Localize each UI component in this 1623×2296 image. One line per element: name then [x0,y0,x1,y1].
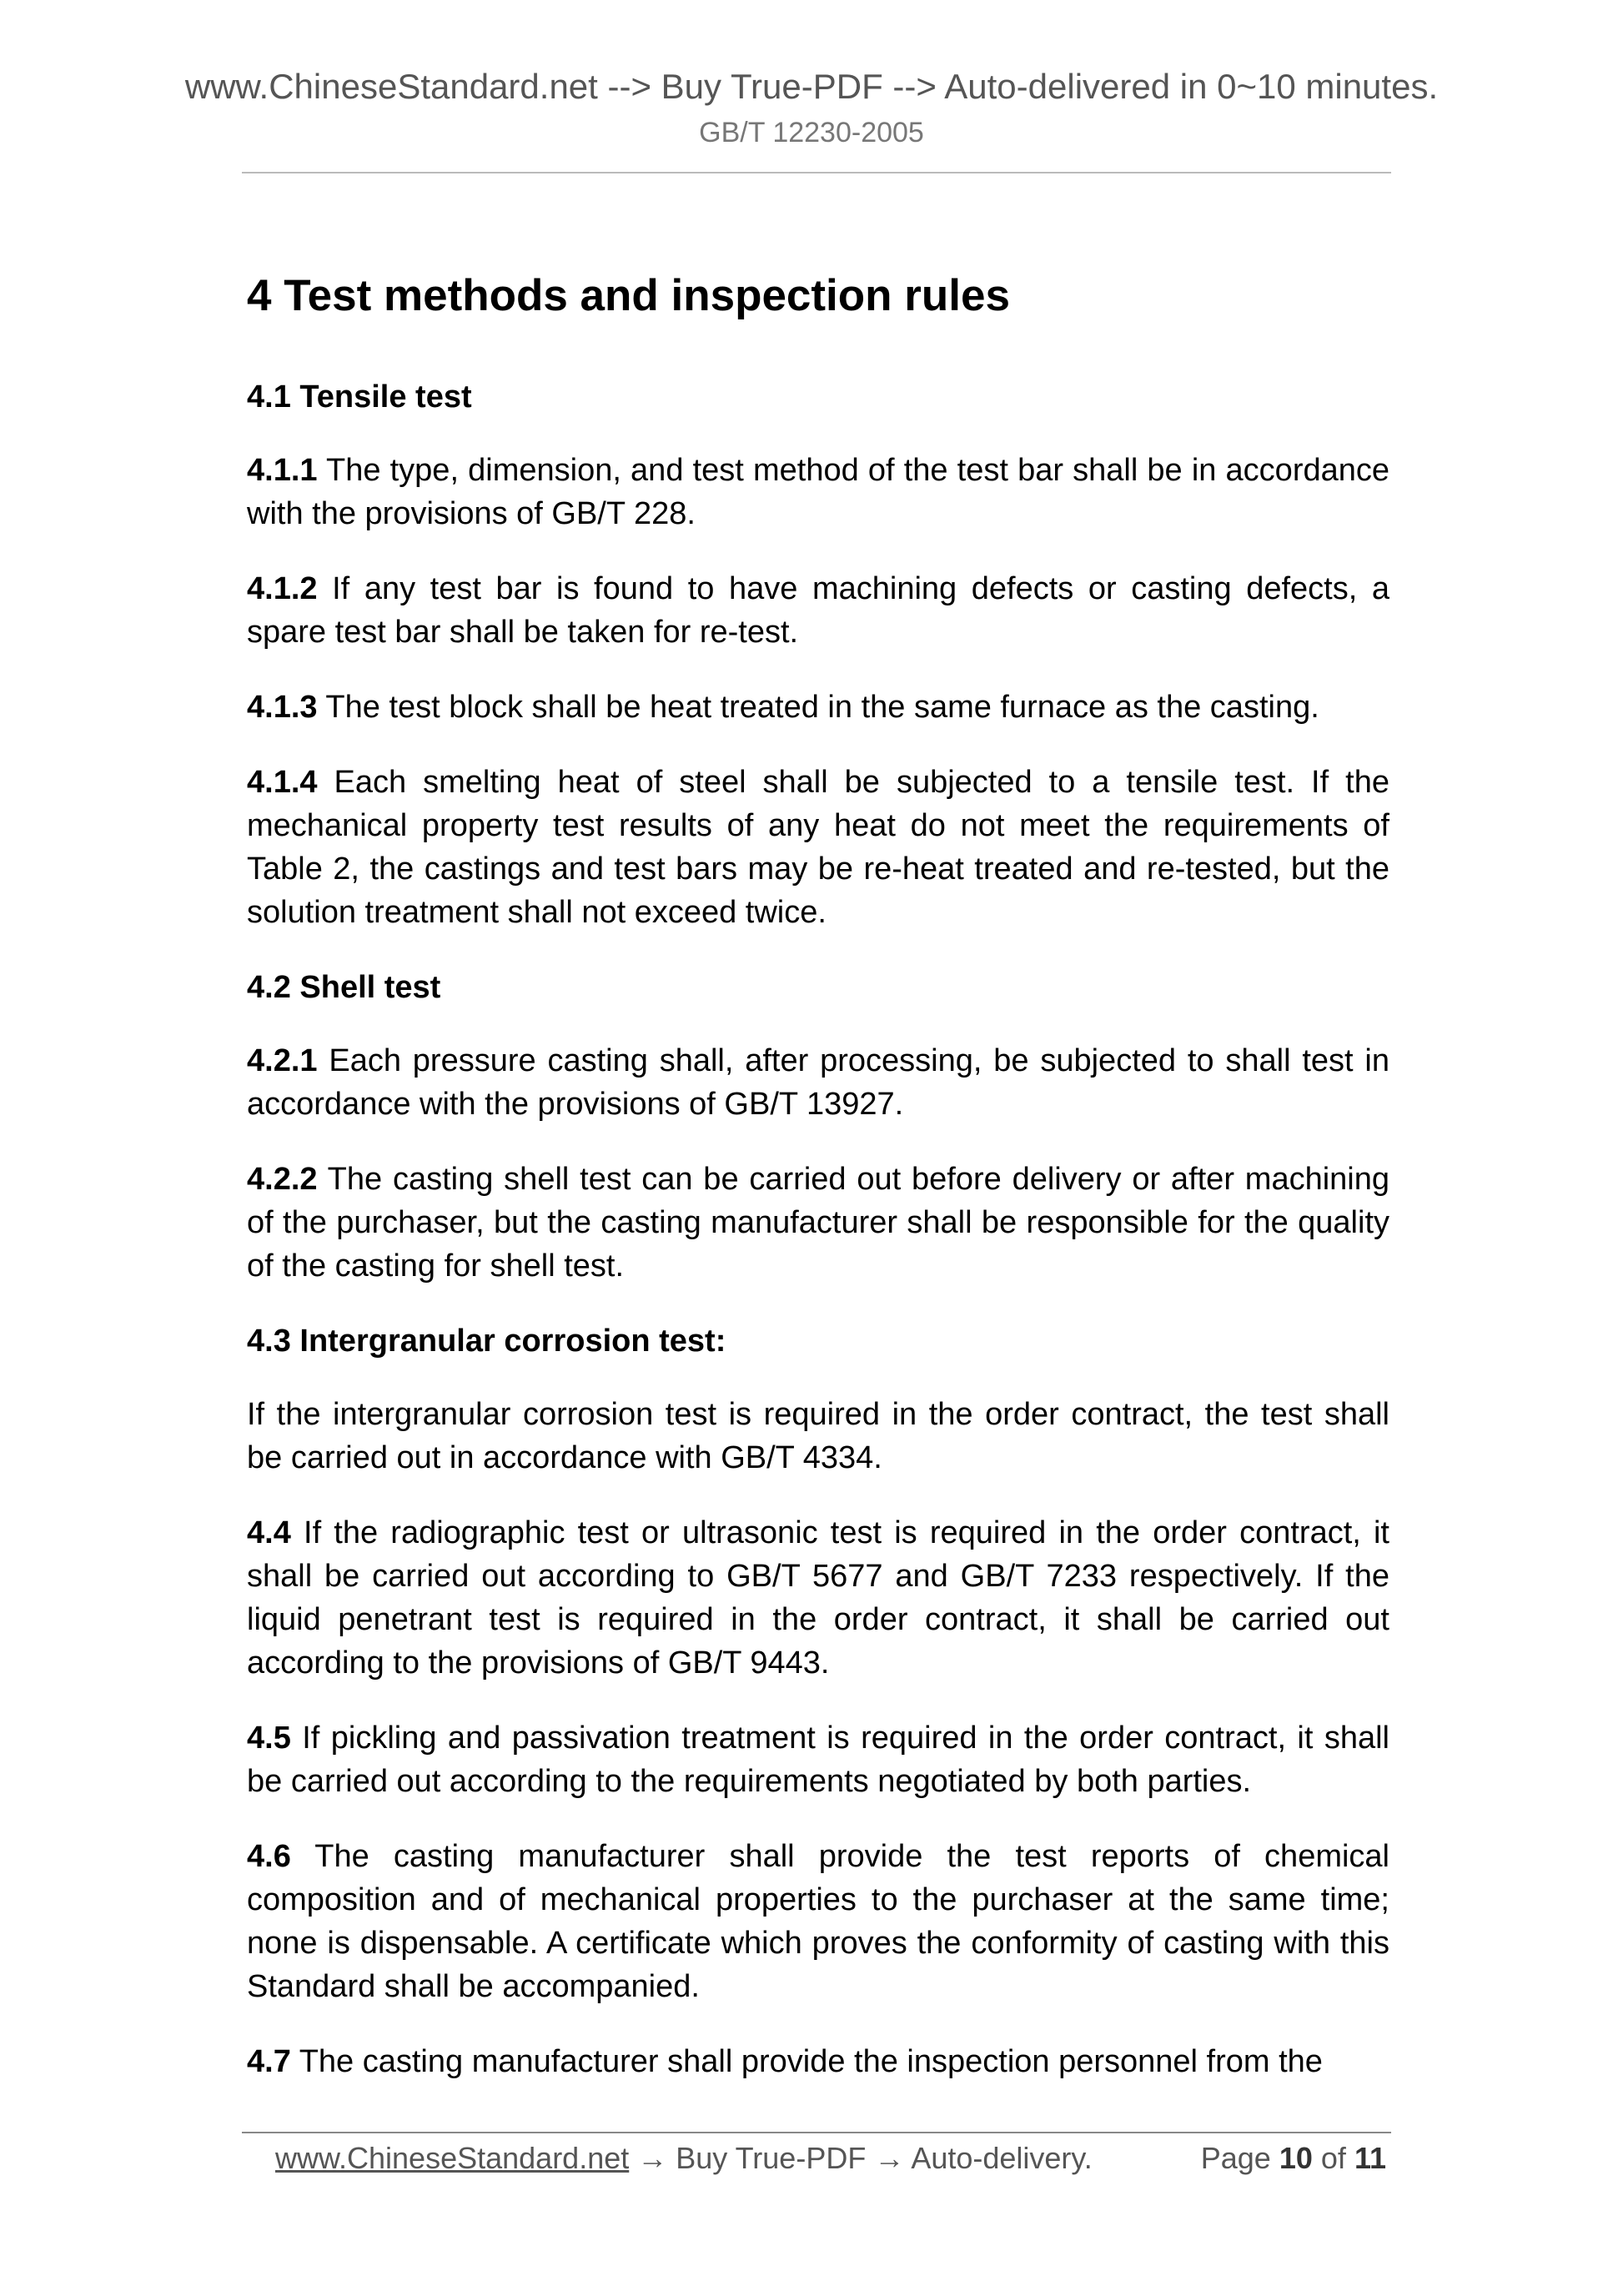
header-banner: www.ChineseStandard.net --> Buy True-PDF --> Auto-delivered in 0~10 minutes. [184,67,1439,106]
clause-number: 4.1.1 [247,453,318,488]
clause-text: If pickling and passivation treatment is required in the order contract, it shall be carried out according to the requirements negotiated by both parties. [247,1721,1389,1799]
clause-number: 4.2.2 [247,1162,318,1197]
footer-tagline: → Buy True-PDF → Auto-delivery. [629,2141,1093,2175]
page-footer [275,2138,1391,2178]
clause-number: 4.1.4 [247,765,318,800]
heading-4-1: 4.1 Tensile test [247,379,472,414]
document-body [247,269,1389,2115]
paragraph-4-7 [247,2040,1389,2083]
clause-number: 4.6 [247,1839,291,1874]
clause-text: The casting manufacturer shall provide the test reports of chemical composition and of mechanical properties to the purchaser at the same time; none is dispensable. A certificate which proves the conformity of casting with this Standard shall be accompanied. [247,1839,1389,2004]
clause-text: The casting manufacturer shall provide the inspection personnel from the [299,2044,1323,2079]
footer-site-link[interactable]: www.ChineseStandard.net [275,2141,630,2175]
section-title: 4 Test methods and inspection rules [247,271,1010,320]
clause-text: If any test bar is found to have machining defects or casting defects, a spare test bar shall be taken for re-test. [247,571,1389,650]
clause-text: If the radiographic test or ultrasonic test is required in the order contract, it shall be carried out according to GB/T 5677 and GB/T 7233 respectively. If the liquid penetrant test is required in the order contract, it shall be carried out according to the provisions of GB/T 9443. [247,1515,1389,1681]
paragraph-4-1-4 [247,761,1389,934]
of-label: of [1320,2141,1346,2175]
footer-divider [242,2132,1391,2133]
paragraph-4-1-1 [247,449,1389,535]
paragraph-4-6 [247,1835,1389,2008]
clause-text: The type, dimension, and test method of the test bar shall be in accordance with the provisions of GB/T 228. [247,453,1390,531]
paragraph-4-4 [247,1511,1389,1685]
heading-4-3: 4.3 Intergranular corrosion test: [247,1324,726,1359]
clause-number: 4.1.2 [247,571,318,606]
paragraph-4-2-1 [247,1039,1389,1126]
clause-text: The casting shell test can be carried out before delivery or after machining of the purchaser, but the casting manufacturer shall be responsible for the quality of the casting for shell test. [247,1162,1389,1284]
clause-number: 4.1.3 [247,690,318,725]
paragraph-4-1-2 [247,567,1389,654]
page-number: 10 [1279,2141,1313,2175]
clause-number: 4.4 [247,1515,291,1550]
header-divider [242,172,1391,173]
clause-text: Each pressure casting shall, after processing, be subjected to shall test in accordance with the provisions of GB/T 13927. [247,1043,1389,1122]
standard-number: GB/T 12230-2005 [699,117,924,148]
paragraph-4-3: If the intergranular corrosion test is required in the order contract, the test shall be carried out in accordance with GB/T 4334. [247,1397,1389,1475]
paragraph-4-5 [247,1716,1389,1803]
page-header [0,65,1623,153]
heading-4-2: 4.2 Shell test [247,970,441,1005]
page-indicator [1201,2138,1386,2178]
clause-number: 4.2.1 [247,1043,318,1078]
page-total: 11 [1354,2141,1386,2175]
clause-number: 4.7 [247,2044,291,2079]
clause-text: Each smelting heat of steel shall be subjected to a tensile test. If the mechanical property test results of any heat do not meet the requirements of Table 2, the castings and test bars may be re-heat treated and re-tested, but the solution treatment shall not exceed twice. [247,765,1389,930]
clause-number: 4.5 [247,1721,291,1756]
clause-text: The test block shall be heat treated in the same furnace as the casting. [325,690,1319,725]
paragraph-4-1-3 [247,686,1389,729]
paragraph-4-2-2 [247,1158,1389,1288]
page-label: Page [1200,2141,1271,2175]
